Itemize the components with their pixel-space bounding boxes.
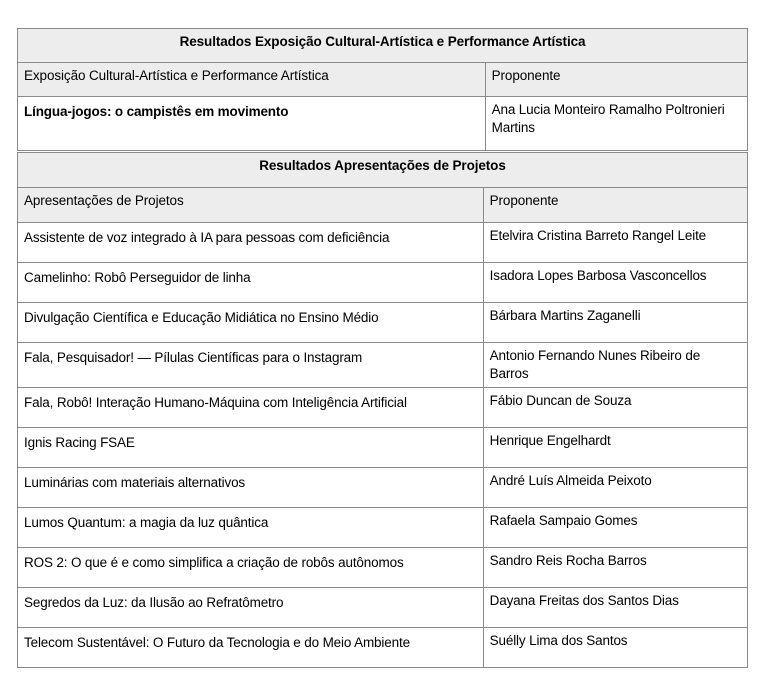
row-title-cell: Lumos Quantum: a magia da luz quântica [18,507,484,547]
table-row [18,627,748,667]
table-row [18,223,748,263]
row-title-cell: Luminárias com materiais alternativos [18,467,484,507]
table-row [18,303,748,343]
table-title-row [18,29,748,63]
table-title-exposicao: Resultados Exposição Cultural-Artística e Performance Artística [18,29,748,63]
column-header-exposicao-proponent: Proponente [485,63,747,97]
row-title-cell: Ignis Racing FSAE [18,427,484,467]
table-title-row [18,153,748,188]
row-proponent-cell: Antonio Fernando Nunes Ribeiro de Barros [483,343,747,388]
table-body-projetos [18,153,748,668]
table-row [18,427,748,467]
row-title-cell: Fala, Pesquisador! — Pílulas Científicas para o Instagram [18,343,484,388]
row-title-cell: Camelinho: Robô Perseguidor de linha [18,263,484,303]
column-header-projetos-proponent: Proponente [483,188,747,223]
row-title-cell: ROS 2: O que é e como simplifica a criação de robôs autônomos [18,547,484,587]
row-proponent-cell: André Luís Almeida Peixoto [483,467,747,507]
row-title-cell: Divulgação Científica e Educação Midiática no Ensino Médio [18,303,484,343]
column-header-exposicao-category: Exposição Cultural-Artística e Performance Artística [18,63,486,97]
row-title-cell: Fala, Robô! Interação Humano-Máquina com Inteligência Artificial [18,387,484,427]
row-proponent-cell: Isadora Lopes Barbosa Vasconcellos [483,263,747,303]
table-row [18,263,748,303]
table-row [18,587,748,627]
results-table-exposicao [17,28,748,151]
table-title-projetos: Resultados Apresentações de Projetos [18,153,748,188]
results-table-projetos [17,152,748,668]
row-proponent-cell: Etelvira Cristina Barreto Rangel Leite [483,223,747,263]
table-body-exposicao [18,29,748,151]
table-row [18,467,748,507]
row-proponent-cell: Henrique Engelhardt [483,427,747,467]
row-proponent-cell: Rafaela Sampaio Gomes [483,507,747,547]
row-proponent-cell: Fábio Duncan de Souza [483,387,747,427]
row-title-cell: Língua-jogos: o campistês em movimento [18,97,486,151]
row-proponent-cell: Bárbara Martins Zaganelli [483,303,747,343]
table-row [18,547,748,587]
row-title-cell: Assistente de voz integrado à IA para pessoas com deficiência [18,223,484,263]
row-proponent-cell: Ana Lucia Monteiro Ramalho Poltronieri Martins [485,97,747,151]
column-header-projetos-category: Apresentações de Projetos [18,188,484,223]
table-column-header-row [18,188,748,223]
table-column-header-row [18,63,748,97]
table-row [18,507,748,547]
table-row [18,97,748,151]
row-proponent-cell: Sandro Reis Rocha Barros [483,547,747,587]
table-row [18,387,748,427]
table-row [18,343,748,388]
row-title-cell: Telecom Sustentável: O Futuro da Tecnologia e do Meio Ambiente [18,627,484,667]
row-title-cell: Segredos da Luz: da Ilusão ao Refratômetro [18,587,484,627]
row-proponent-cell: Dayana Freitas dos Santos Dias [483,587,747,627]
row-proponent-cell: Suélly Lima dos Santos [483,627,747,667]
